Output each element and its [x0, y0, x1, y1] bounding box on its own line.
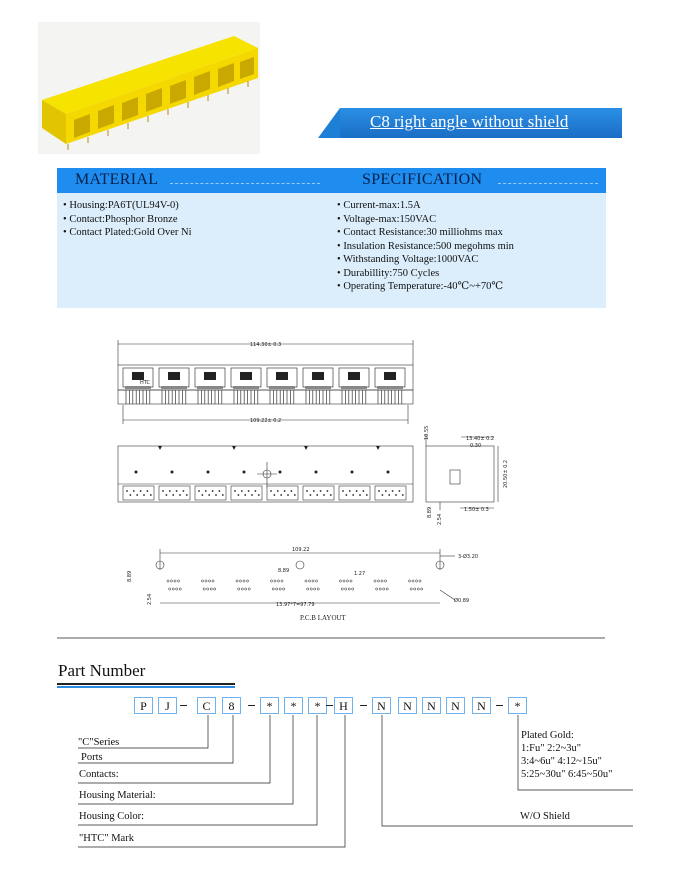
spec-item: • Current-max:1.5A [337, 199, 514, 213]
part-code-box: N [472, 697, 491, 714]
label-plated-gold-3: 5:25~30u" 6:45~50u" [521, 769, 613, 780]
dim-side-bottom1: 8.89 [427, 506, 433, 518]
material-item: • Contact Plated:Gold Over Ni [63, 226, 192, 240]
dim-pcb-left1: 8.89 [127, 570, 133, 582]
specification-heading: SPECIFICATION [362, 171, 483, 188]
htc-mark: HTC [140, 380, 151, 386]
part-code-box: N [398, 697, 417, 714]
label-plated-gold: Plated Gold: [521, 730, 574, 741]
dim-side-left: 10.55 [424, 425, 430, 440]
part-code-box: N [372, 697, 391, 714]
banner-title: C8 right angle without shield [370, 112, 569, 131]
dim-pcb-pitch1: 8.89 [278, 568, 290, 574]
label-ports: Ports [81, 752, 103, 763]
spec-item: • Durabillity:750 Cycles [337, 267, 514, 281]
label-plated-gold-1: 1:Fu" 2:2~3u" [521, 743, 582, 754]
dim-width-inner: 109.22± 0.2 [250, 418, 282, 424]
part-code-box: P [134, 697, 153, 714]
dim-side-foot: 1.50± 0.3 [464, 507, 489, 513]
part-code-box: N [422, 697, 441, 714]
part-code-box: C [197, 697, 216, 714]
part-code-box: 8 [222, 697, 241, 714]
part-code-box: H [334, 697, 353, 714]
part-number-title: Part Number [58, 661, 146, 680]
spec-item: • Voltage-max:150VAC [337, 213, 514, 227]
material-heading: MATERIAL [75, 171, 159, 188]
part-code-box: J [158, 697, 177, 714]
dim-pcb-pin: Ø0.89 [454, 598, 470, 604]
label-wo-shield: W/O Shield [520, 811, 570, 822]
material-item: • Contact:Phosphor Bronze [63, 213, 192, 227]
dim-width-total: 114.30± 0.3 [250, 342, 282, 348]
spec-item: • Operating Temperature:-40℃~+70℃ [337, 280, 514, 294]
dim-side-top: 13.40± 0.2 [466, 436, 495, 442]
dim-pcb-row: 13.97*7=97.79 [276, 602, 315, 608]
part-code-box: * [284, 697, 303, 714]
spec-item: • Insulation Resistance:500 megohms min [337, 240, 514, 254]
dim-side-bottom2: 2.54 [437, 513, 443, 525]
material-item: • Housing:PA6T(UL94V-0) [63, 199, 192, 213]
part-code-box: N [446, 697, 465, 714]
label-contacts: Contacts: [79, 769, 119, 780]
spec-item: • Contact Resistance:30 milliohms max [337, 226, 514, 240]
spec-item: • Withstanding Voltage:1000VAC [337, 253, 514, 267]
part-code-box: * [508, 697, 527, 714]
label-htc-mark: "HTC" Mark [79, 833, 134, 844]
label-series: "C"Series [78, 737, 120, 748]
label-housing-material: Housing Material: [79, 790, 156, 801]
dim-pcb-pitch2: 1.27 [354, 571, 366, 577]
dim-pcb-left2: 2.54 [147, 593, 153, 605]
label-housing-color: Housing Color: [79, 811, 145, 822]
pcb-caption: P.C.B LAYOUT [300, 614, 346, 622]
dim-side-height: 20.50± 0.2 [503, 459, 509, 488]
dim-pcb-span: 109.22 [292, 547, 310, 553]
label-plated-gold-2: 3:4~6u" 4:12~15u" [521, 756, 602, 767]
dim-side-thk: 0.30 [470, 443, 482, 449]
dim-pcb-hole: 3-Ø3.20 [458, 554, 479, 560]
part-code-box: * [260, 697, 279, 714]
part-code-box: * [308, 697, 327, 714]
